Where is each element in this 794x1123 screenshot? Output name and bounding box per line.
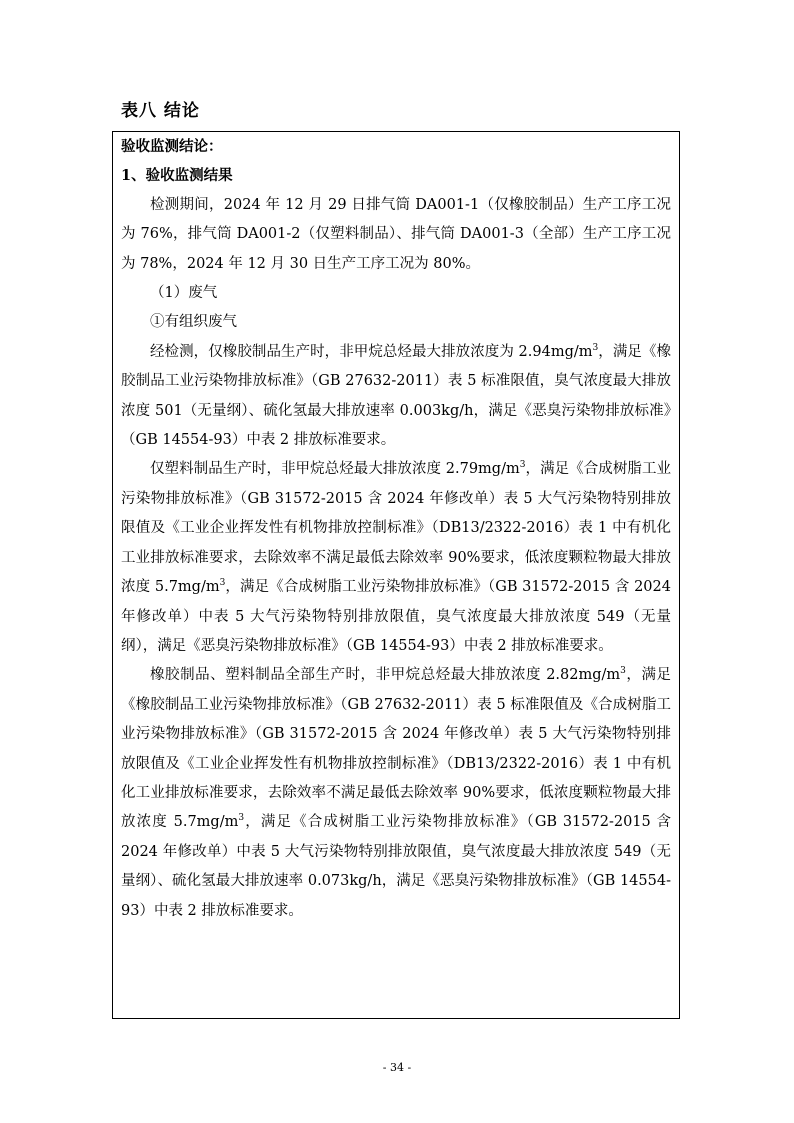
paragraph-rubber: 经检测，仅橡胶制品生产时，非甲烷总烃最大排放浓度为 $2.94mg/m^3$，满足《橡胶制品工业污染物排放标准》（GB 27632-2011）表 5 标准限值，臭气浓度最大排放浓度 501（无量纲）、硫化氢最大排放速率 0.003kg/h，满足《恶臭污染物排放标准》（GB 14554-93）中表 2 排放标准要求。: [121, 343, 672, 449]
page-number: - 34 -: [382, 1061, 412, 1074]
sub-heading: 1、验收监测结果: [121, 167, 233, 185]
organized-gas-label: ①有组织废气: [150, 314, 237, 331]
conclusion-content: [121, 132, 671, 926]
section-title: 表八 结论: [121, 101, 200, 121]
paragraph-combined: 橡胶制品、塑料制品全部生产时，非甲烷总烃最大排放浓度 $2.82mg/m^3$，满足《橡胶制品工业污染物排放标准》（GB 27632-2011）表 5 标准限值及《合成树脂工业污染物排放标准》（GB 31572-2015 含 2024 年修改单）表 5 大气污染物特别排放限值及《工业企业挥发性有机物排放控制标准》（DB13/2322-2016）表 1 中有机化工业排放标准要求，去除效率不满足最低去除效率 90%要求，低浓度颗粒物最大排放浓度 $5.7mg/m^3$，满足《合成树脂工业污染物排放标准》（GB 31572-2015 含 2024 年修改单）中表 5 大气污染物特别排放限值，臭气浓度最大排放浓度 549（无量纲）、硫化氢最大排放速率 0.073kg/h，满足《恶臭污染物排放标准》（GB 14554-93）中表 2 排放标准要求。: [121, 666, 672, 919]
waste-gas-label: （1）废气: [150, 285, 218, 302]
paragraph-plastic: 仅塑料制品生产时，非甲烷总烃最大排放浓度 $2.79mg/m^3$，满足《合成树脂工业污染物排放标准》（GB 31572-2015 含 2024 年修改单）表 5 大气污染物特别排放限值及《工业企业挥发性有机物排放控制标准》（DB13/2322-2016）表 1 中有机化工业排放标准要求，去除效率不满足最低去除效率 90%要求，低浓度颗粒物最大排放浓度 $5.7mg/m^3$，满足《合成树脂工业污染物排放标准》（GB 31572-2015 含 2024 年修改单）中表 5 大气污染物特别排放限值，臭气浓度最大排放浓度 549（无量纲），满足《恶臭污染物排放标准》（GB 14554-93）中表 2 排放标准要求。: [121, 460, 672, 654]
conclusion-box: [112, 131, 680, 1019]
box-heading: 验收监测结论：: [121, 138, 223, 155]
paragraph-conditions: 检测期间，2024 年 12 月 29 日排气筒 DA001-1（仅橡胶制品）生产工序工况为 76%，排气筒 DA001-2（仅塑料制品）、排气筒 DA001-3（全部）生产工序工况为 78%，2024 年 12 月 30 日生产工序工况为 80%。: [121, 196, 671, 272]
